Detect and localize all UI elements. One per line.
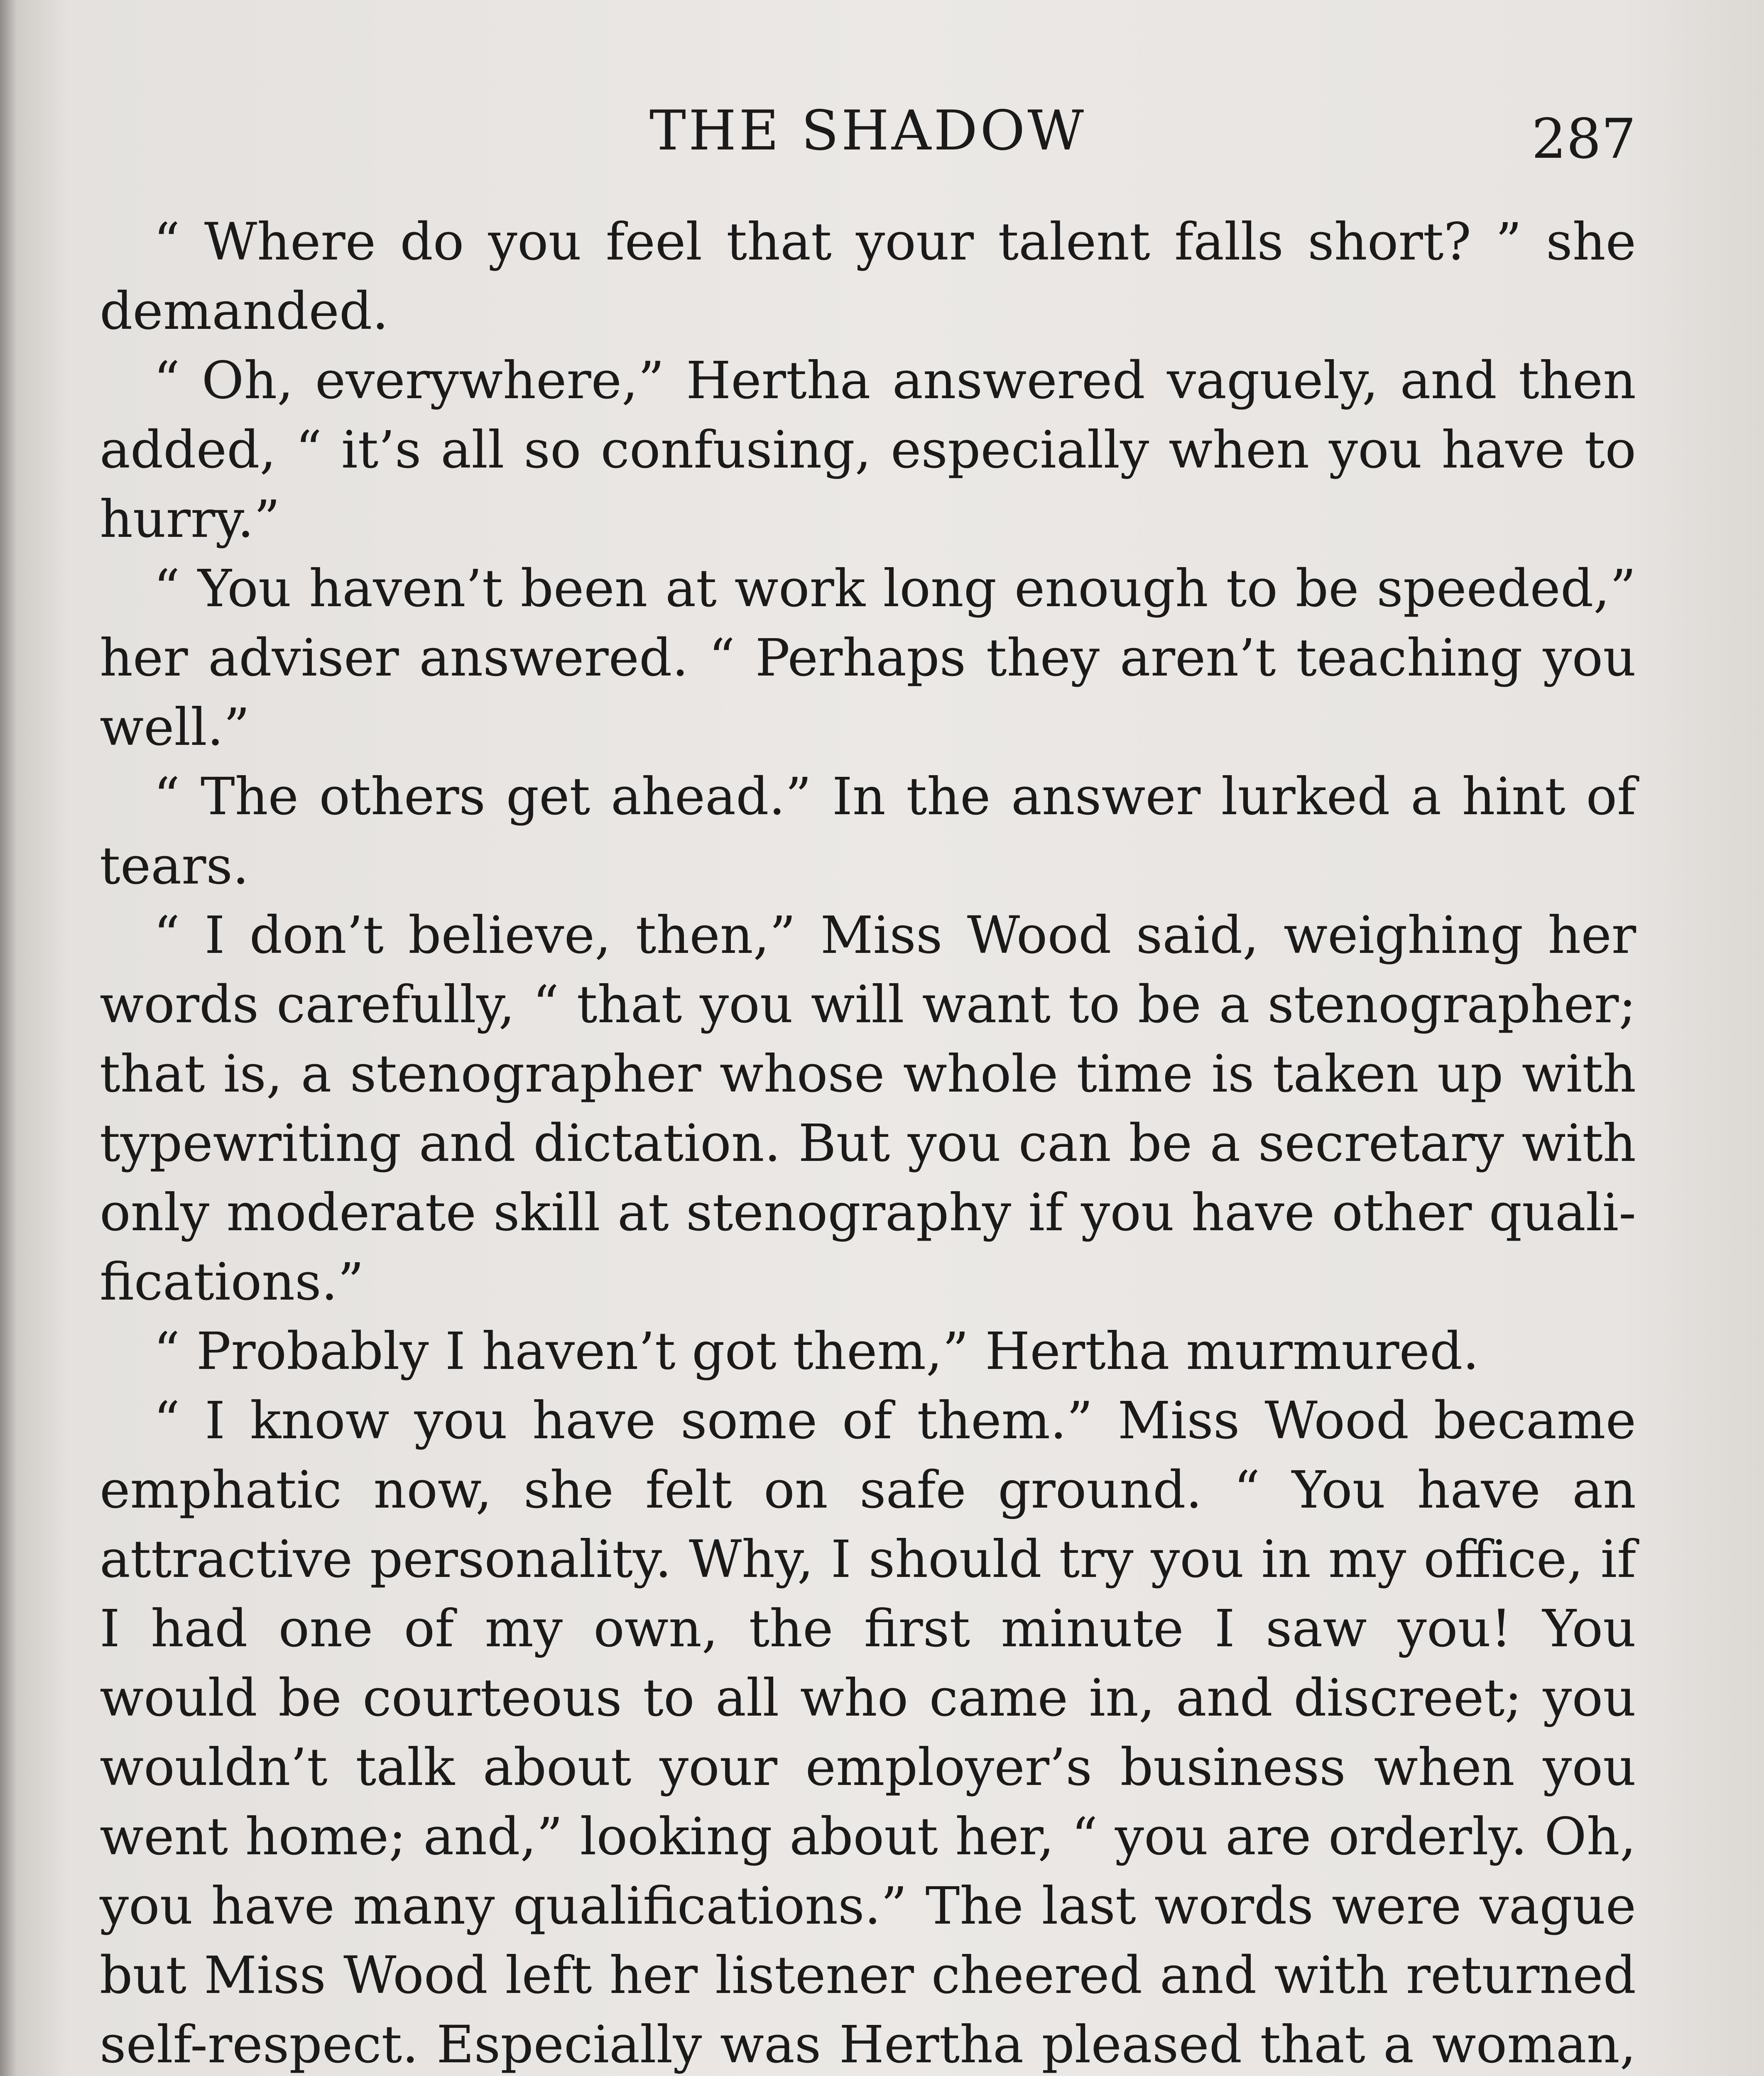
paragraph-3: “ You haven’t been at work long enough to be speeded,” her adviser answered. “ Perhaps they aren’t teaching you well.”	[100, 559, 1636, 757]
paragraph-5: “ I don’t believe, then,” Miss Wood said, weighing her words carefully, “ that you will want to be a stenographer; that is, a stenographer whose whole time is taken up with typewriting and dictation. But you can be a secretary with only moderate skill at stenography if you have other qualifications.”	[100, 906, 1636, 1312]
paragraph-7: “ I know you have some of them.” Miss Wood became emphatic now, she felt on safe ground. “ You have an attractive personality. Why, I should try you in my office, if I had one of my own, the first minute I saw you! You would be courteous to all who came in, and discreet; you wouldn’t talk about your employer’s business when you went home; and,” looking about her, “ you are orderly. Oh, you have many qualifications.” The last words were vague but Miss Wood left her listener cheered and with returned self-respect. Especially was Hertha pleased that a woman,	[100, 1391, 1636, 2075]
paragraph-2: “ Oh, everywhere,” Hertha answered vaguely, and then added, “ it’s all so confusing, especially when you have to hurry.”	[100, 351, 1636, 549]
paragraph-6: “ Probably I haven’t got them,” Hertha murmured.	[154, 1322, 1479, 1381]
paragraph-4: “ The others get ahead.” In the answer lurked a hint of tears.	[100, 767, 1636, 896]
body-text	[100, 208, 1636, 2076]
page-number: 287	[1531, 107, 1636, 171]
running-title: THE SHADOW	[649, 99, 1087, 163]
page-header	[100, 91, 1636, 170]
paragraph-1: “ Where do you feel that your talent falls short? ” she demanded.	[100, 212, 1636, 341]
